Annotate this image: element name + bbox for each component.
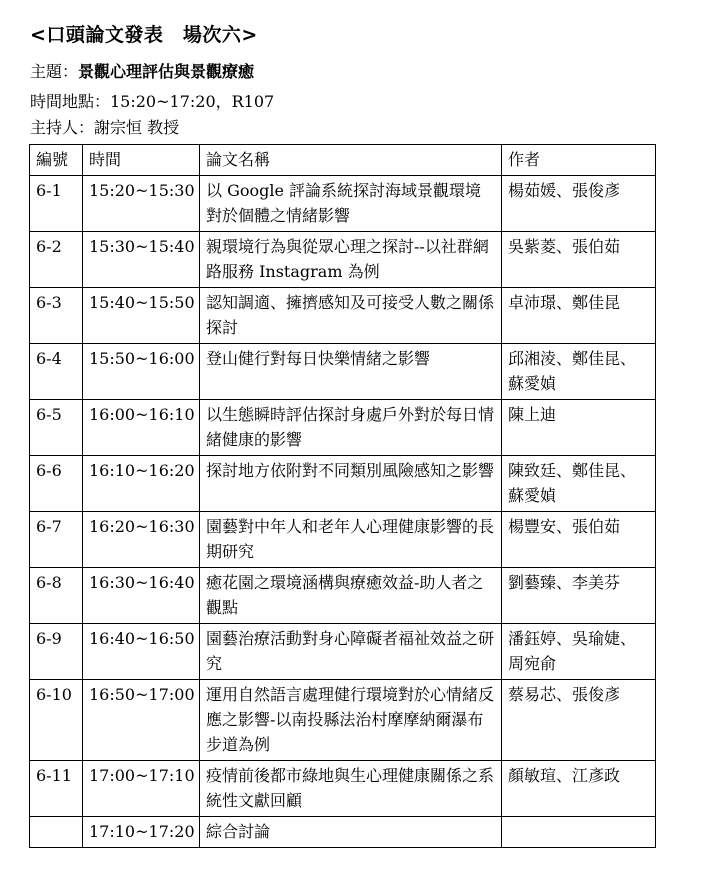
paper-title-cell: 登山健行對每日快樂情緒之影響	[200, 344, 502, 400]
time-cell: 17:10~17:20	[83, 817, 200, 848]
time-cell: 15:20~15:30	[83, 176, 200, 232]
table-row	[30, 761, 656, 817]
authors-cell: 蔡易芯、張俊彥	[502, 680, 656, 761]
time-cell: 16:50~17:00	[83, 680, 200, 761]
table-row	[30, 456, 656, 512]
paper-id-cell: 6-5	[30, 400, 83, 456]
paper-title-cell: 以生態瞬時評估探討身處戶外對於每日情緒健康的影響	[200, 400, 502, 456]
authors-cell: 吳紫菱、張伯茹	[502, 232, 656, 288]
theme-text: 景觀心理評估與景觀療癒	[78, 62, 255, 81]
time-cell: 16:00~16:10	[83, 400, 200, 456]
paper-title-cell: 綜合討論	[200, 817, 502, 848]
schedule-table	[29, 144, 656, 848]
paper-title-cell: 癒花園之環境涵構與療癒效益-助人者之觀點	[200, 568, 502, 624]
column-header-time: 時間	[83, 145, 200, 176]
paper-title-cell: 認知調適、擁擠感知及可接受人數之關係探討	[200, 288, 502, 344]
authors-cell: 潘鈺婷、吳瑜婕、周宛俞	[502, 624, 656, 680]
paper-title-cell: 園藝對中年人和老年人心理健康影響的長期研究	[200, 512, 502, 568]
paper-id-cell	[30, 817, 83, 848]
table-row	[30, 344, 656, 400]
paper-id-cell: 6-11	[30, 761, 83, 817]
authors-cell	[502, 817, 656, 848]
paper-id-cell: 6-3	[30, 288, 83, 344]
authors-cell: 陳致廷、鄭佳昆、蘇愛媜	[502, 456, 656, 512]
time-cell: 15:50~16:00	[83, 344, 200, 400]
paper-id-cell: 6-1	[30, 176, 83, 232]
table-row	[30, 624, 656, 680]
column-header-id: 編號	[30, 145, 83, 176]
paper-id-cell: 6-4	[30, 344, 83, 400]
paper-id-cell: 6-2	[30, 232, 83, 288]
authors-cell: 楊豐安、張伯茹	[502, 512, 656, 568]
table-row	[30, 680, 656, 761]
authors-cell: 卓沛璟、鄭佳昆	[502, 288, 656, 344]
host-line: 主持人：謝宗恒 教授	[30, 118, 180, 137]
authors-cell: 劉藝臻、李美芬	[502, 568, 656, 624]
table-row	[30, 176, 656, 232]
table-row	[30, 232, 656, 288]
session-heading: <口頭論文發表 場次六>	[30, 24, 258, 46]
authors-cell: 陳上迪	[502, 400, 656, 456]
time-cell: 15:30~15:40	[83, 232, 200, 288]
table-row	[30, 288, 656, 344]
table-row	[30, 512, 656, 568]
column-header-authors: 作者	[502, 145, 656, 176]
table-row	[30, 568, 656, 624]
time-cell: 16:10~16:20	[83, 456, 200, 512]
table-row	[30, 400, 656, 456]
table-header-row	[30, 145, 656, 176]
paper-title-cell: 運用自然語言處理健行環境對於心情緒反應之影響-以南投縣法治村摩摩納爾瀑布步道為例	[200, 680, 502, 761]
authors-cell: 顏敏瑄、江彥政	[502, 761, 656, 817]
time-place-line: 時間地點：15:20~17:20，R107	[30, 92, 275, 111]
paper-title-cell: 以 Google 評論系統探討海域景觀環境對於個體之情緒影響	[200, 176, 502, 232]
time-cell: 17:00~17:10	[83, 761, 200, 817]
table-row	[30, 817, 656, 848]
time-cell: 16:20~16:30	[83, 512, 200, 568]
paper-id-cell: 6-8	[30, 568, 83, 624]
paper-title-cell: 疫情前後都市綠地與生心理健康關係之系統性文獻回顧	[200, 761, 502, 817]
time-cell: 16:30~16:40	[83, 568, 200, 624]
theme-label: 主題：	[30, 62, 79, 81]
time-cell: 16:40~16:50	[83, 624, 200, 680]
theme-line	[30, 62, 254, 82]
paper-title-cell: 園藝治療活動對身心障礙者福祉效益之研究	[200, 624, 502, 680]
authors-cell: 楊茹媛、張俊彥	[502, 176, 656, 232]
column-header-title: 論文名稱	[200, 145, 502, 176]
authors-cell: 邱湘淩、鄭佳昆、蘇愛媜	[502, 344, 656, 400]
paper-title-cell: 探討地方依附對不同類別風險感知之影響	[200, 456, 502, 512]
time-cell: 15:40~15:50	[83, 288, 200, 344]
paper-id-cell: 6-9	[30, 624, 83, 680]
paper-id-cell: 6-10	[30, 680, 83, 761]
paper-id-cell: 6-7	[30, 512, 83, 568]
paper-title-cell: 親環境行為與從眾心理之探討--以社群網路服務 Instagram 為例	[200, 232, 502, 288]
paper-id-cell: 6-6	[30, 456, 83, 512]
